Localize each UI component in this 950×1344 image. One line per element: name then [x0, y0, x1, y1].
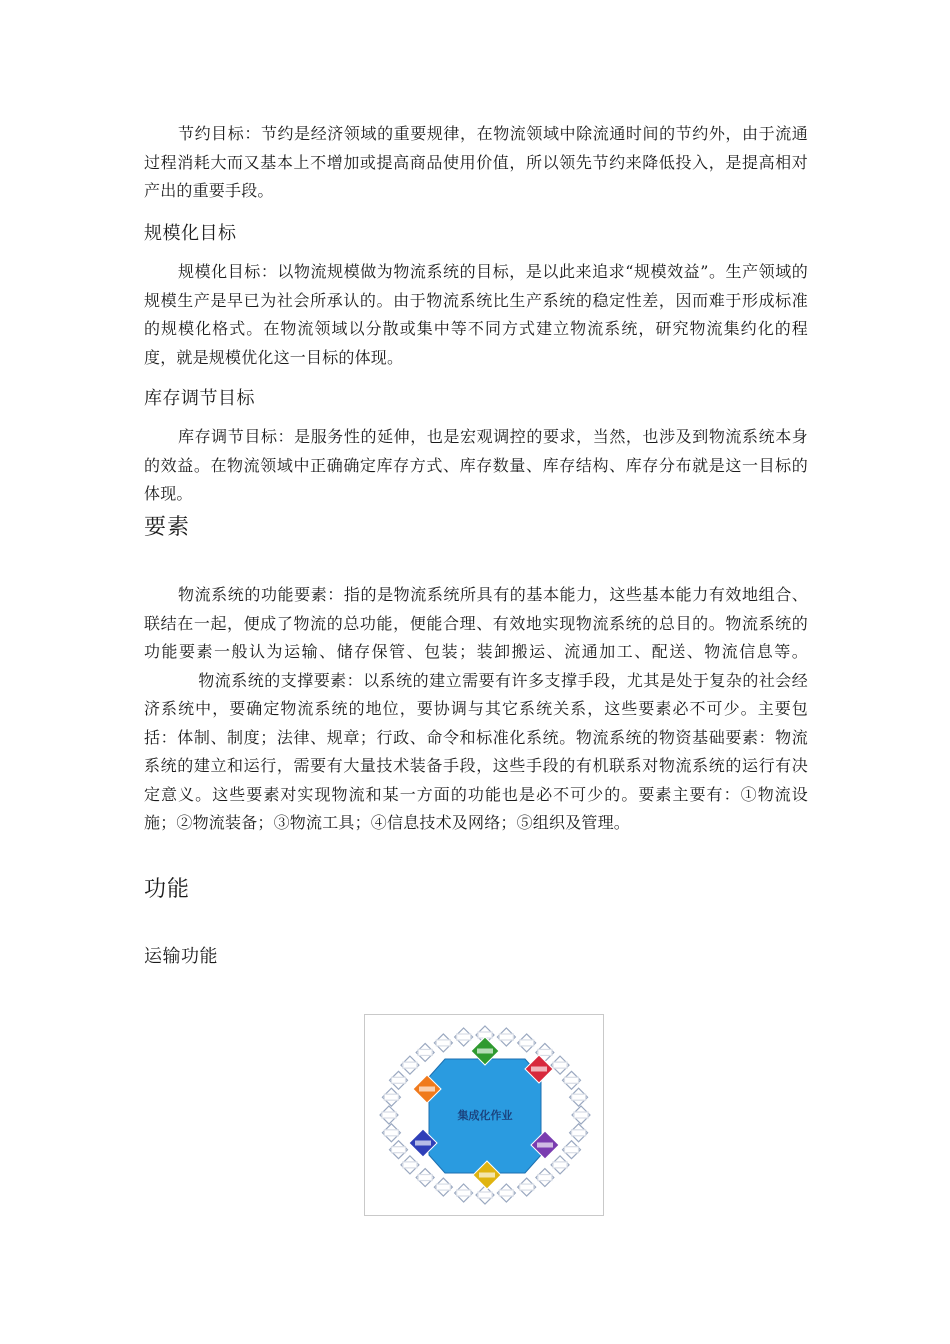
heading-scale-goal: 规模化目标 [144, 223, 237, 244]
lattice-label-box [384, 1130, 398, 1136]
lattice-label-box [436, 1184, 450, 1190]
lattice-label-box [499, 1190, 513, 1196]
node-label-bar [537, 1143, 553, 1148]
heading-inventory-goal: 库存调节目标 [144, 388, 255, 409]
lattice-label-box [384, 1094, 398, 1100]
lattice-label-box [564, 1077, 578, 1083]
node-label-bar [531, 1067, 547, 1072]
lattice-label-box [538, 1049, 552, 1055]
node-label-bar [415, 1141, 431, 1146]
lattice-label-box [403, 1062, 417, 1068]
paragraph-elements [144, 581, 808, 838]
elements-support-text: 物流系统的支撑要素：以系统的建立需要有许多支撑手段，尤其是处于复杂的社会经济系统中，要确定物流系统的地位，要协调与其它系统关系，这些要素必不可少。主要包括：体制、制度；法律、规章；行政、命令和标准化系统。物流系统的物资基础要素：物流系统的建立和运行，需要有大量技术装备手段，这些手段的有机联系对物流系统的运行有决定意义。这些要素对实现物流和某一方面的功能也是必不可少的。要素主要有：①物流设施；②物流装备；③物流工具；④信息技术及网络；⑤组织及管理。 [144, 670, 808, 832]
lattice-label-box [499, 1034, 513, 1040]
lattice-label-box [403, 1162, 417, 1168]
lattice-label-box [478, 1192, 492, 1198]
diagram-svg [365, 1015, 603, 1215]
lattice-label-box [418, 1049, 432, 1055]
lattice-label-box [457, 1034, 471, 1040]
lattice-label-box [574, 1112, 588, 1118]
node-label-bar [479, 1173, 495, 1178]
hub-label: 集成化作业 [457, 1109, 513, 1122]
lattice-label-box [564, 1147, 578, 1153]
node-label-bar [477, 1049, 493, 1054]
elements-functional-text: 物流系统的功能要素：指的是物流系统所具有的基本能力，这些基本能力有效地组合、联结在一起，便成了物流的总功能，便能合理、有效地实现物流系统的总目的。物流系统的功能要素一般认为运输、储存保管、包装；装卸搬运、流通加工、配送、物流信息等。 [144, 585, 808, 661]
lattice-label-box [572, 1130, 586, 1136]
node-label-bar [419, 1087, 435, 1092]
lattice-label-box [520, 1040, 534, 1046]
paragraph-saving-goal: 节约目标：节约是经济领域的重要规律，在物流领域中除流通时间的节约外，由于流通过程消耗大而又基本上不增加或提高商品使用价值，所以领先节约来降低投入，是提高相对产出的重要手段。 [144, 124, 808, 200]
lattice-label-box [553, 1162, 567, 1168]
lattice-label-box [418, 1175, 432, 1181]
lattice-label-box [392, 1147, 406, 1153]
lattice-label-box [572, 1094, 586, 1100]
paragraph-inventory-goal: 库存调节目标：是服务性的延伸，也是宏观调控的要求，当然，也涉及到物流系统本身的效益。在物流领域中正确确定库存方式、库存数量、库存结构、库存分布就是这一目标的体现。 [144, 427, 808, 503]
lattice-label-box [457, 1190, 471, 1196]
heading-elements: 要素 [144, 515, 191, 540]
lattice-label-box [382, 1112, 396, 1118]
lattice-label-box [538, 1175, 552, 1181]
lattice-label-box [436, 1040, 450, 1046]
logistics-integration-diagram [364, 1014, 604, 1216]
heading-transport-function: 运输功能 [144, 946, 218, 967]
paragraph-scale-goal: 规模化目标：以物流规模做为物流系统的目标，是以此来追求“规模效益”。生产领域的规模生产是早已为社会所承认的。由于物流系统比生产系统的稳定性差，因而难于形成标准的规模化格式。在物流领域以分散或集中等不同方式建立物流系统，研究物流集约化的程度，就是规模优化这一目标的体现。 [144, 262, 808, 367]
heading-function: 功能 [144, 877, 191, 902]
lattice-label-box [392, 1077, 406, 1083]
lattice-label-box [520, 1184, 534, 1190]
lattice-label-box [553, 1062, 567, 1068]
